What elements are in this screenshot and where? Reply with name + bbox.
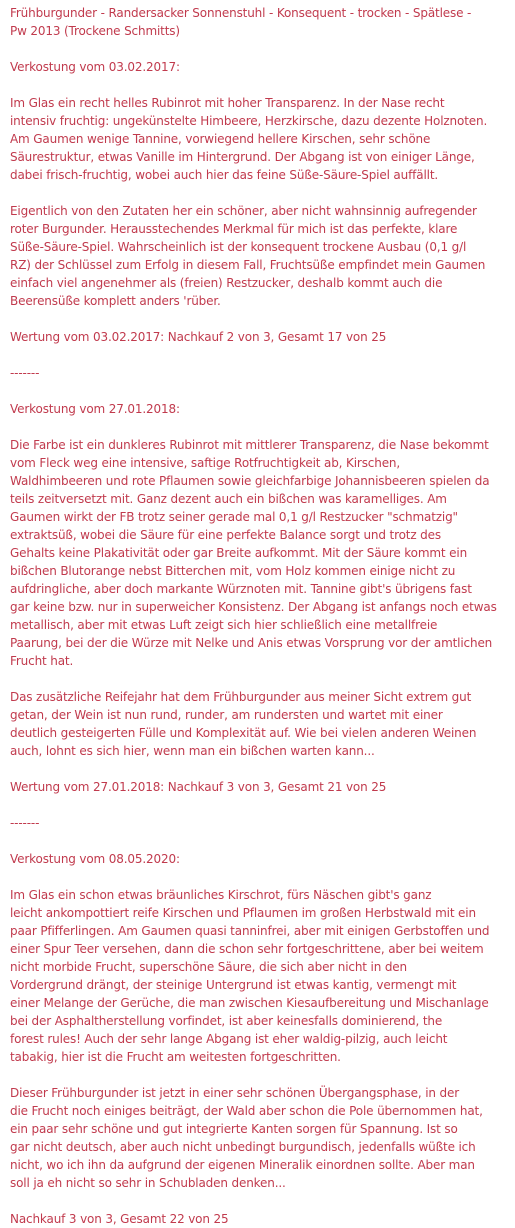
tasting-note-2017-description: Im Glas ein recht helles Rubinrot mit hoher Transparenz. In der Nase recht intensiv fruchtig: ungekünstelte Himbeere, Herzkirsche, dazu dezente Holznoten. Am Gaumen wenige Tannine, vorwiegend hellere Kirschen, sehr schöne Säurestruktur, etwas Vanille im Hintergrund. Der Abgang ist von einiger Länge, dabei frisch-fruchtig, wobei auch hier das feine Süße-Säure-Spiel auffällt. (10, 96, 488, 182)
tasting-date-2020: Verkostung vom 08.05.2020: (10, 852, 180, 866)
tasting-note-2018-description: Die Farbe ist ein dunkleres Rubinrot mit mittlerer Transparenz, die Nase bekommt vom Fleck weg eine intensive, saftige Rotfruchtigkeit ab, Kirschen, Waldhimbeeren und rote Pflaumen sowie gleichfarbige Johannisbeeren spielen da teils zeitversetzt mit. Ganz dezent auch ein bißchen was karamelliges. Am Gaumen wirkt der FB trotz seiner gerade mal 0,1 g/l Restzucker "schmatzig" extraktsüß, wobei die Säure für eine perfekte Balance sorgt und trotz des Gehalts keine Plakativität oder gar Breite aufkommt. Mit der Säure kommt ein bißchen Blutorange nebst Bitterchen mit, vom Holz kommen einige nicht zu aufdringliche, aber doch markante Würznoten mit. Tannine gibt's übrigens fast gar keine bzw. nur in superweicher Konsistenz. Der Abgang ist anfangs noch etwas metallisch, aber mit etwas Luft zeigt sich hier schließlich eine metallfreie Paarung, bei der die Würze mit Nelke und Anis etwas Vorsprung vor der amtlichen Frucht hat. (10, 438, 497, 668)
separator: ------- (10, 366, 40, 380)
rating-2018: Wertung vom 27.01.2018: Nachkauf 3 von 3, Gesamt 21 von 25 (10, 780, 387, 794)
rating-2017: Wertung vom 03.02.2017: Nachkauf 2 von 3, Gesamt 17 von 25 (10, 330, 387, 344)
rating-2020: Nachkauf 3 von 3, Gesamt 22 von 25 (10, 1212, 229, 1226)
tasting-note-2018-conclusion: Das zusätzliche Reifejahr hat dem Frühburgunder aus meiner Sicht extrem gut getan, der Wein ist nun rund, runder, am rundersten und wartet mit einer deutlich gesteigerten Fülle und Komplexität auf. Wie bei vielen anderen Weinen auch, lohnt es sich hier, wenn man ein bißchen warten kann... (10, 690, 477, 758)
tasting-date-2018: Verkostung vom 27.01.2018: (10, 402, 180, 416)
separator: ------- (10, 816, 40, 830)
tasting-note-2017-conclusion: Eigentlich von den Zutaten her ein schöner, aber nicht wahnsinnig aufregender roter Burgunder. Herausstechendes Merkmal für mich ist das perfekte, klare Süße-Säure-Spiel. Wahrscheinlich ist der konsequent trockene Ausbau (0,1 g/l RZ) der Schlüssel zum Erfolg in diesem Fall, Fruchtsüße empfindet mein Gaumen einfach viel angenehmer als (freien) Restzucker, deshalb kommt auch die Beerensüße komplett anders 'rüber. (10, 204, 486, 308)
tasting-note-2020-description: Im Glas ein schon etwas bräunliches Kirschrot, fürs Näschen gibt's ganz leicht ankompottiert reife Kirschen und Pflaumen im großen Herbstwald mit ein paar Pfifferlingen. Am Gaumen quasi tanninfrei, aber mit einigen Gerbstoffen und einer Spur Teer versehen, dann die schon sehr fortgeschrittene, aber bei weitem nicht morbide Frucht, superschöne Säure, die sich aber nicht in den Vordergrund drängt, der steinige Untergrund ist etwas kantig, vermengt mit einer Melange der Gerüche, die man zwischen Kiesaufbereitung und Mischanlage bei der Asphaltherstellung vorfindet, ist aber keinesfalls dominierend, the forest rules! Auch der sehr lange Abgang ist eher waldig-pilzig, auch leicht tabakig, hier ist die Frucht am weitesten fortgeschritten. (10, 888, 490, 1064)
wine-title: Frühburgunder - Randersacker Sonnenstuhl - Konsequent - trocken - Spätlese - Pw 2013 (Trockene Schmitts) (10, 6, 472, 38)
tasting-date-2017: Verkostung vom 03.02.2017: (10, 60, 180, 74)
tasting-note-2020-conclusion: Dieser Frühburgunder ist jetzt in einer sehr schönen Übergangsphase, in der die Frucht noch einiges beiträgt, der Wald aber schon die Pole übernommen hat, ein paar sehr schöne und gut integrierte Kanten sorgen für Spannung. Ist so gar nicht deutsch, aber auch nicht unbedingt burgundisch, jedenfalls wüßte ich nicht, wo ich ihn da aufgrund der eigenen Mineralik einordnen sollte. Aber man soll ja eh nicht so sehr in Schubladen denken... (10, 1086, 483, 1190)
